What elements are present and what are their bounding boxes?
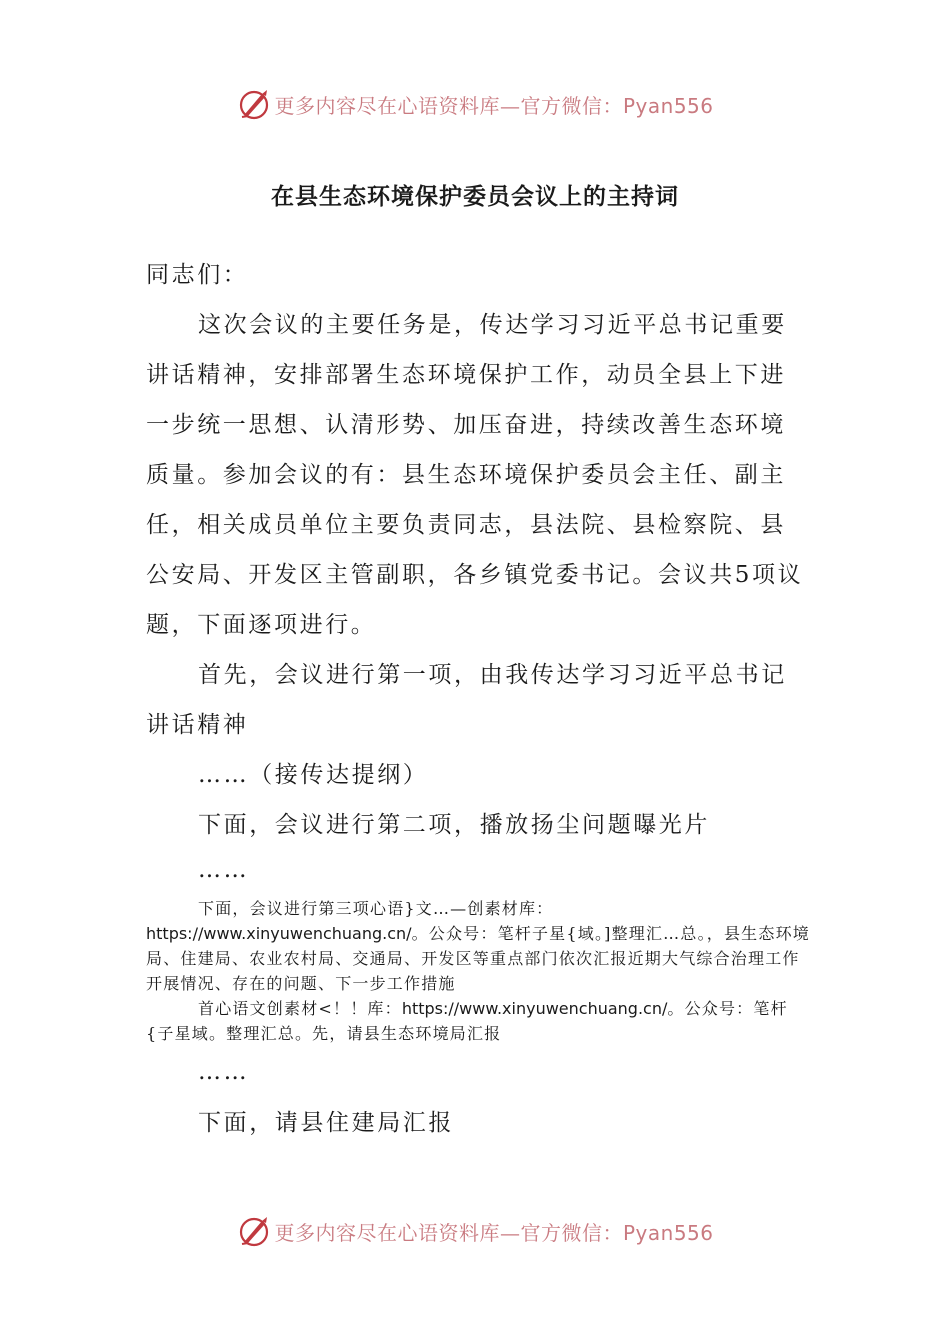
paragraph-intro: 这次会议的主要任务是，传达学习习近平总书记重要讲话精神，安排部署生态环境保护工作，动员全县上下进一步统一思想、认清形势、加压奋进，持续改善生态环境质量。参加会议的有：县生态环境保护委员会主任、副主任，相关成员单位主要负责同志，县法院、县检察院、县公安局、开发区主管副职，各乡镇党委书记。会议共5项议题，下面逐项进行。 xyxy=(146,312,804,638)
quill-pen-icon xyxy=(236,86,272,122)
quill-pen-icon xyxy=(236,1213,272,1249)
source-link: https://www.xinyuwenchuang.cn/ xyxy=(146,924,412,943)
paragraph-item-two: 下面，会议进行第二项，播放扬尘问题曝光片 xyxy=(198,812,710,838)
paragraph-first-report: 首心语文创素材<！！库：https://www.xinyuwenchuang.cn/。公众号：笔杆{子星域。整理汇总。先，请县生态环境局汇报 xyxy=(146,999,788,1043)
watermark-text: 更多内容尽在心语资料库—官方微信：Pyan556 xyxy=(274,93,714,118)
watermark-handle: Pyan556 xyxy=(622,93,714,118)
document-title: 在县生态环境保护委员会议上的主持词 xyxy=(271,183,679,210)
salutation: 同志们： xyxy=(146,262,249,288)
document-body xyxy=(146,250,810,1148)
paragraph-ellipsis: …… xyxy=(198,857,250,883)
watermark-text: 更多内容尽在心语资料库—官方微信：Pyan556 xyxy=(274,1220,714,1245)
header-watermark xyxy=(0,84,950,124)
footer-watermark xyxy=(0,1211,950,1251)
paragraph-item-three: 下面，会议进行第三项心语}文…—创素材库：https://www.xinyuwenchuang.cn/。公众号：笔杆子星{域。]整理汇…总。，县生态环境局、住建局、农业农村局、交通局、开发区等重点部门依次汇报近期大气综合治理工作开展情况、存在的问题、下一步工作措施 xyxy=(146,899,810,993)
paragraph-outline-note: ……（接传达提纲） xyxy=(198,762,429,788)
watermark-handle: Pyan556 xyxy=(622,1220,714,1245)
paragraph-item-one: 首先，会议进行第一项，由我传达学习习近平总书记讲话精神 xyxy=(146,662,787,738)
source-link-2: https://www.xinyuwenchuang.cn/ xyxy=(401,999,668,1018)
paragraph-housing-report: 下面，请县住建局汇报 xyxy=(198,1110,454,1136)
paragraph-ellipsis-2: …… xyxy=(198,1059,250,1085)
